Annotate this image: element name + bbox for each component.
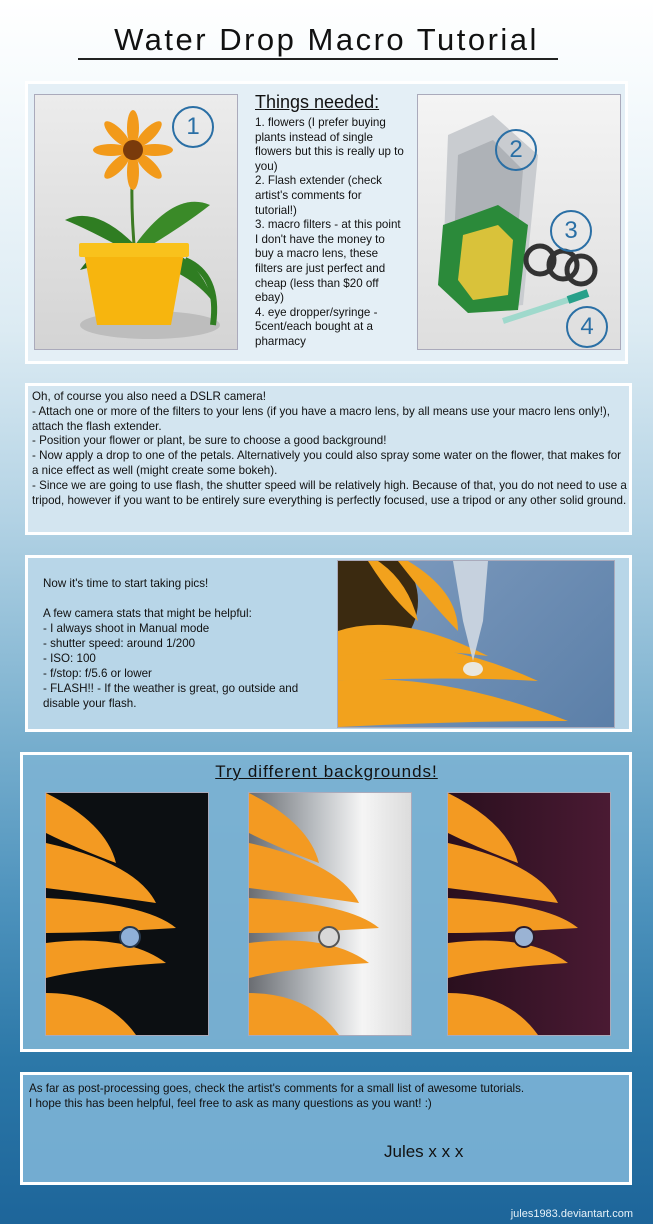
backgrounds-heading: Try different backgrounds!	[215, 762, 438, 781]
list-item: 3. macro filters - at this point I don't have the money to buy a macro lens, these filters are just perfect and cheap (less than $20 off ebay)	[255, 218, 401, 305]
purple-background-photo	[447, 792, 611, 1036]
number-4-badge: 4	[566, 306, 608, 348]
list-item: - f/stop: f/5.6 or lower	[43, 667, 152, 680]
list-item: - I always shoot in Manual mode	[43, 622, 210, 635]
dark-background-photo	[45, 792, 209, 1036]
footer-credit: jules1983.deviantart.com	[510, 1208, 633, 1220]
title-underline	[78, 58, 558, 60]
list-item: - ISO: 100	[43, 652, 96, 665]
number-1-badge: 1	[172, 106, 214, 148]
grey-background-photo	[248, 792, 412, 1036]
list-item: - Attach one or more of the filters to your lens (if you have a macro lens, by all means use your macro lens only!), attach the flash extender.	[32, 404, 611, 433]
list-item: A few camera stats that might be helpful:	[43, 607, 252, 620]
list-item: Now it's time to start taking pics!	[43, 577, 209, 590]
list-item: 2. Flash extender (check artist's comments for tutorial!)	[255, 174, 382, 217]
list-item: I hope this has been helpful, feel free to ask as many questions as you want! :)	[29, 1097, 432, 1110]
list-item: 1. flowers (I prefer buying plants instead of single flowers but this is really up to you)	[255, 116, 404, 173]
things-needed-list	[255, 116, 405, 350]
number-3-badge: 3	[550, 210, 592, 252]
page-title: Water Drop Macro Tutorial	[114, 22, 539, 57]
signature: Jules x x x	[384, 1142, 464, 1161]
camera-stats-list	[43, 576, 328, 711]
list-item: - Now apply a drop to one of the petals. Alternatively you could also spray some water on the flower, that makes for a nice effect as well (might create some bokeh).	[32, 449, 622, 477]
list-item: As far as post-processing goes, check the artist's comments for a small list of awesome tutorials.	[29, 1082, 525, 1095]
list-item: - Position your flower or plant, be sure to choose a good background!	[32, 434, 387, 448]
post-processing-text	[29, 1081, 629, 1111]
list-item: - FLASH!! - If the weather is great, go outside and disable your flash.	[43, 682, 299, 710]
list-item	[43, 591, 328, 606]
instructions-list	[32, 390, 630, 508]
list-item: - Since we are going to use flash, the shutter speed will be relatively high. Because of that, you do not need to use a tripod, however if you want to be entirely sure everything is perfectly focused, use a tripod or any other solid ground.	[32, 478, 627, 507]
number-2-badge: 2	[495, 129, 537, 171]
list-item: Oh, of course you also need a DSLR camera!	[32, 390, 266, 403]
list-item: - shutter speed: around 1/200	[43, 637, 196, 650]
list-item: 4. eye dropper/syringe - 5cent/each bought at a pharmacy	[255, 305, 378, 348]
dropper-macro-photo	[337, 560, 615, 728]
things-needed-heading: Things needed:	[255, 92, 380, 112]
